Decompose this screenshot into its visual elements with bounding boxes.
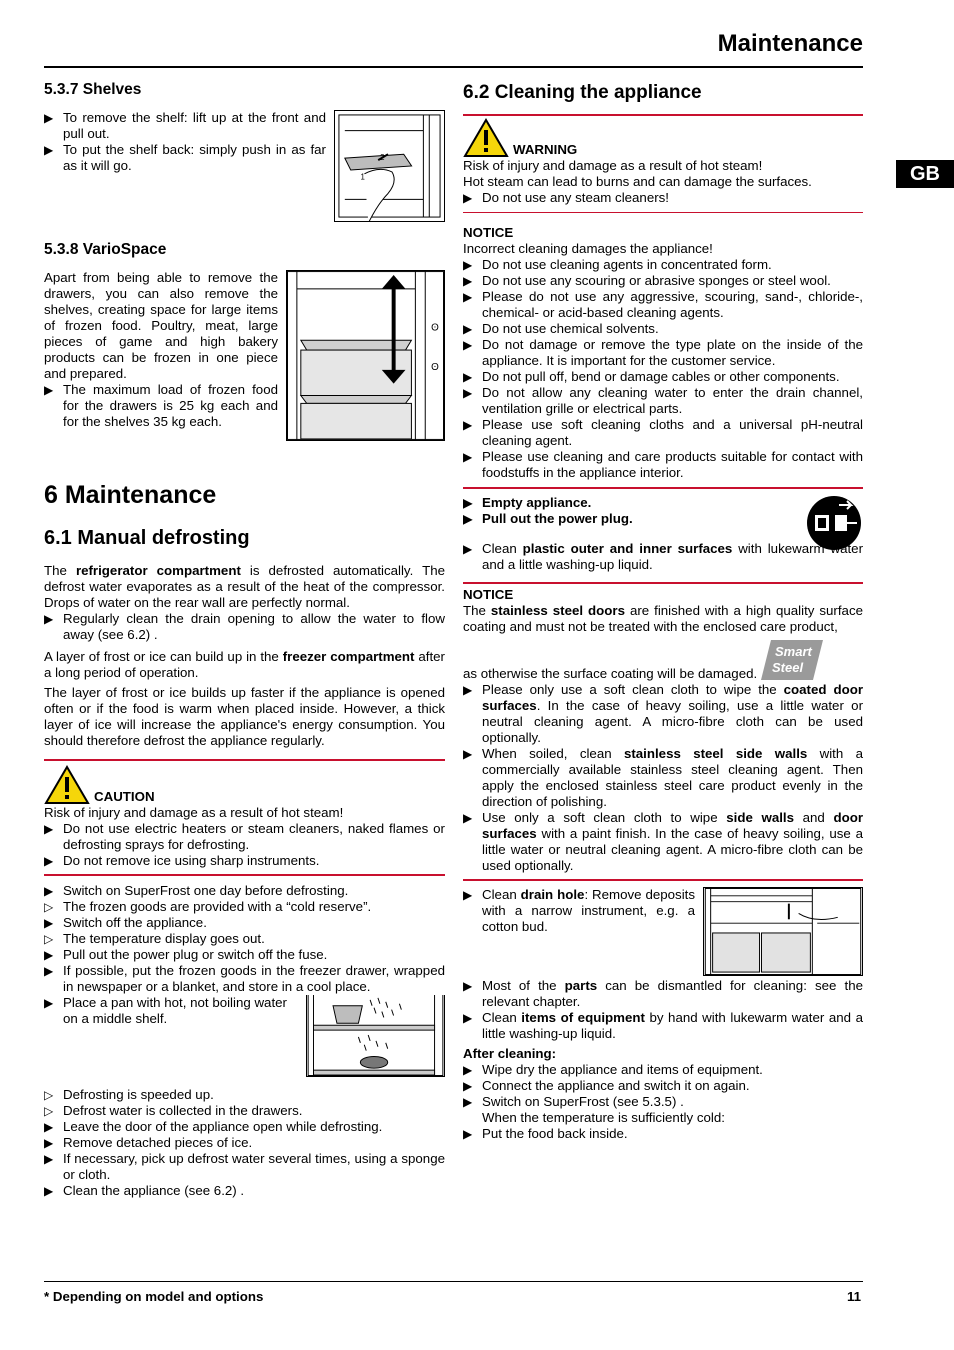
left-column — [44, 80, 445, 1199]
list-item: ▶ Switch on SuperFrost (see 5.3.5) . — [463, 1094, 684, 1109]
list-item: ▷ Defrost water is collected in the drawers. — [44, 1103, 303, 1118]
list-item: ▶ Place a pan with hot, not boiling water on a middle shelf. — [44, 995, 287, 1026]
list-item: ▶ Please do not use any aggressive, scouring, sand-, chloride-, chemical- or acid-based cleaning agents. — [463, 289, 863, 320]
svg-text:ʘ: ʘ — [431, 361, 439, 373]
list-item: ▶ To remove the shelf: lift up at the front and pull out. — [44, 110, 326, 141]
warning-text: Risk of injury and damage as a result of hot steam! — [463, 158, 763, 173]
smart-steel-logo — [759, 638, 825, 682]
page-number: 11 — [846, 1289, 861, 1304]
list-item: ▶ Connect the appliance and switch it on again. — [463, 1078, 750, 1093]
header-rule — [44, 66, 863, 68]
list-item: ▶ The maximum load of frozen food for the drawers is 25 kg each and for the shelves 35 kg each. — [44, 382, 278, 429]
notice2-rule-bottom — [463, 879, 863, 881]
heading-cleaning: 6.2 Cleaning the appliance — [463, 82, 702, 103]
caution-text: Risk of injury and damage as a result of hot steam! — [44, 805, 344, 820]
list-item: ▶ Pull out the power plug. — [463, 511, 633, 526]
caution-label: CAUTION — [94, 789, 155, 804]
pan-on-shelf-illustration — [306, 995, 445, 1077]
list-item: ▶ Do not pull off, bend or damage cables or other components. — [463, 369, 840, 384]
heading-variospace: 5.3.8 VarioSpace — [44, 241, 167, 258]
list-item: ▶ If necessary, pick up defrost water several times, using a sponge or cloth. — [44, 1151, 445, 1182]
heading-manual-defrosting: 6.1 Manual defrosting — [44, 527, 250, 549]
page-header-title: Maintenance — [717, 30, 863, 57]
list-item: ▶ When soiled, clean stainless steel side walls with a commercially available stainless steel cleaning agent. Then apply the enclosed stainless steel care product evenly in the direction of polishing. — [463, 746, 863, 809]
footer-note: * Depending on model and options — [44, 1289, 264, 1304]
list-item: ▶ Pull out the power plug or switch off the fuse. — [44, 947, 328, 962]
list-item: ▶ Please only use a soft clean cloth to wipe the coated door surfaces. In the case of heavy soiling, use a little water or neutral cleaning agent. A micro-fibre cloth can be used optionally. — [463, 682, 863, 745]
notice-label: NOTICE — [463, 225, 514, 240]
warning-label: WARNING — [513, 142, 578, 157]
notice-text: Incorrect cleaning damages the appliance! — [463, 241, 713, 256]
list-item: ▶ Please use cleaning and care products suitable for contact with foodstuffs in the appliance interior. — [463, 449, 863, 480]
list-item: ▶ Put the food back inside. — [463, 1126, 628, 1141]
notice-label: NOTICE — [463, 587, 514, 602]
heading-shelves: 5.3.7 Shelves — [44, 81, 142, 98]
after-cleaning-heading: After cleaning: — [463, 1046, 557, 1061]
defrost-steps — [44, 883, 445, 995]
caution-rule-bottom — [44, 874, 445, 876]
smart-steel-row — [463, 638, 863, 682]
warning-rule-top — [463, 114, 863, 116]
list-item: ▶ Do not use chemical solvents. — [463, 321, 659, 336]
notice-rule-bottom — [463, 487, 863, 489]
variospace-illustration — [286, 270, 445, 441]
list-item: ▶ Clean the appliance (see 6.2) . — [44, 1183, 245, 1198]
list-item: ▶ Do not use any steam cleaners! — [463, 190, 669, 205]
list-item: ▷ Defrosting is speeded up. — [44, 1087, 214, 1102]
list-item: ▶ Leave the door of the appliance open while defrosting. — [44, 1119, 383, 1134]
caution-header — [44, 765, 445, 805]
list-item: ▶ If possible, put the frozen goods in the freezer drawer, wrapped in newspaper or a blanket, and store in a cool place. — [44, 963, 445, 994]
list-item: ▷ The temperature display goes out. — [44, 931, 265, 946]
list-item: ▶ Clean items of equipment by hand with lukewarm water and a little washing-up liquid. — [463, 1010, 863, 1041]
list-item: When the temperature is sufficiently cold: — [482, 1110, 725, 1125]
list-item: ▷ The frozen goods are provided with a “cold reserve”. — [44, 899, 372, 914]
warning-rule-bottom — [463, 212, 863, 213]
warning-text: Hot steam can lead to burns and can damage the surfaces. — [463, 174, 812, 189]
shelf-removal-illustration — [334, 110, 445, 222]
logo-text: Steel — [772, 660, 804, 675]
list-item: ▶ Do not use any scouring or abrasive sponges or steel wool. — [463, 273, 831, 288]
list-item: ▶ Clean drain hole: Remove deposits with a narrow instrument, e.g. a cotton bud. — [463, 887, 696, 934]
list-item: ▶ Regularly clean the drain opening to allow the water to flow away (see 6.2) . — [44, 611, 445, 642]
list-item: ▶ Switch off the appliance. — [44, 915, 207, 930]
paragraph: A layer of frost or ice can build up in the freezer compartment after a long period of operation. — [44, 649, 445, 680]
right-column — [463, 80, 863, 1142]
paragraph: The stainless steel doors are finished with a high quality surface coating and must not be treated with the enclosed care product, — [463, 603, 863, 634]
language-tab: GB — [896, 160, 954, 188]
list-item: ▶ Do not allow any cleaning water to enter the drain channel, ventilation grille or electrical parts. — [463, 385, 863, 416]
caution-icon — [44, 765, 90, 805]
notice2-rule-top — [463, 582, 863, 584]
svg-text:ʘ: ʘ — [431, 322, 439, 334]
paragraph: The refrigerator compartment is defrosted automatically. The defrost water evaporates as a result of the heat of the compressor. Drops of water on the rear wall are perfectly normal. — [44, 563, 445, 610]
list-item: ▶ Empty appliance. — [463, 495, 592, 510]
list-item: ▶ Use only a soft clean cloth to wipe side walls and door surfaces with a paint finish. In the case of heavy soiling, use a little water or neutral cleaning agent. A micro-fibre cloth can be used optionally. — [463, 810, 863, 873]
list-item: ▶ Most of the parts can be dismantled for cleaning: see the relevant chapter. — [463, 978, 863, 1009]
heading-maintenance: 6 Maintenance — [44, 481, 217, 509]
list-item: ▶ Do not use electric heaters or steam cleaners, naked flames or defrosting sprays for defrosting. — [44, 821, 445, 852]
svg-text:2: 2 — [380, 153, 385, 163]
list-item: ▶ Please use soft cleaning cloths and a universal pH-neutral cleaning agent. — [463, 417, 863, 448]
warning-icon — [463, 118, 509, 158]
footer-rule — [44, 1281, 863, 1282]
caution-rule-top — [44, 759, 445, 761]
list-item: ▶ Do not damage or remove the type plate on the inside of the appliance. It is important for the customer service. — [463, 337, 863, 368]
paragraph: The layer of frost or ice builds up faster if the appliance is opened often or if the food is warm when placed inside. However, a thick layer of ice will increase the appliance's energy consumption. You should therefore defrost the appliance regularly. — [44, 685, 445, 748]
defrost-steps-2 — [44, 1087, 445, 1199]
list-item: ▶ Clean plastic outer and inner surfaces with lukewarm water and a little washing-up liquid. — [463, 541, 864, 572]
list-item: ▶ Do not remove ice using sharp instruments. — [44, 853, 320, 868]
drain-hole-illustration — [703, 887, 863, 976]
paragraph-end: as otherwise the surface coating will be damaged. — [463, 666, 758, 681]
list-item: ▶ Remove detached pieces of ice. — [44, 1135, 253, 1150]
variospace-paragraph: Apart from being able to remove the drawers, you can also remove the shelves, creating space for large items of frozen food. Poultry, meat, large pieces of game and high bakery products can be frozen in one piece and prepared. — [44, 270, 278, 381]
list-item: ▶ Do not use cleaning agents in concentrated form. — [463, 257, 772, 272]
svg-text:1: 1 — [360, 172, 365, 182]
list-item: ▶ Wipe dry the appliance and items of equipment. — [463, 1062, 763, 1077]
logo-text: Smart — [775, 644, 813, 659]
warning-header — [463, 118, 863, 158]
list-item: ▶ Switch on SuperFrost one day before defrosting. — [44, 883, 349, 898]
list-item: ▶ To put the shelf back: simply push in as far as it will go. — [44, 142, 326, 173]
